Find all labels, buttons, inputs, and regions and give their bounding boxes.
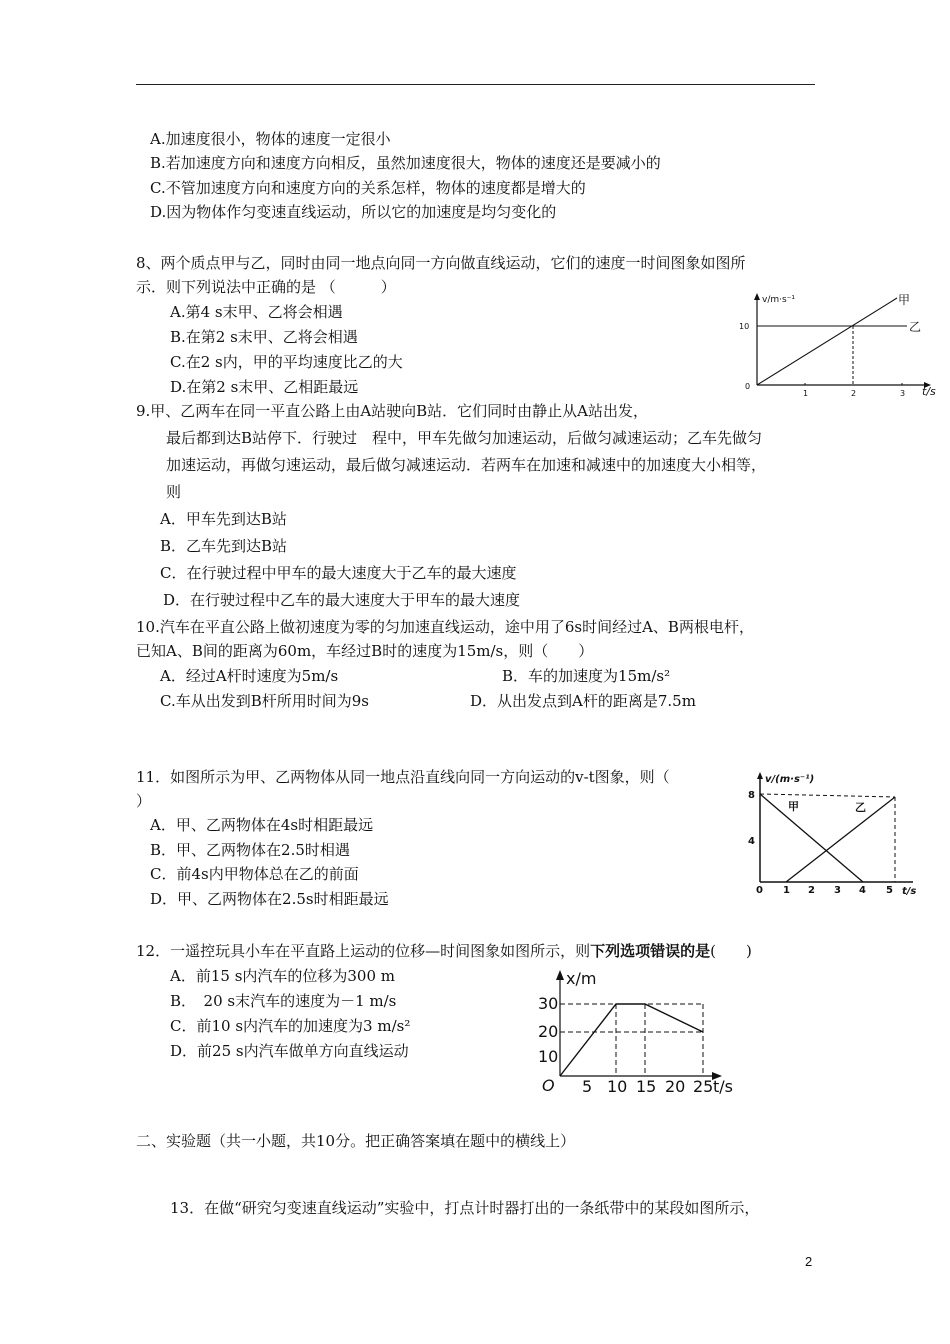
q9-option-b: B．乙车先到达B站 [160,537,288,555]
q12-xt-line [560,1004,703,1076]
q8-x-tick-2: 2 [851,389,857,398]
q8-stem-line2: 示．则下列说法中正确的是 （ ） [136,278,396,296]
q8-label-yi: 乙 [909,320,922,334]
q11-dashed-top [760,794,895,797]
header-rule [136,84,815,85]
q11-option-c: C．前4s内甲物体总在乙的前面 [150,865,359,883]
q9-option-d: D．在行驶过程中乙车的最大速度大于甲车的最大速度 [163,591,521,609]
q7-option-c: C.不管加速度方向和速度方向的关系怎样，物体的速度都是增大的 [150,179,586,197]
q8-x-label: t/s [922,385,936,398]
q8-y-label: v/m·s⁻¹ [762,295,796,305]
q8-y-arrow [754,293,760,300]
q11-label-yi: 乙 [855,801,866,814]
q9-option-a: A．甲车先到达B站 [160,510,287,528]
q9-line3: 加速运动，再做匀速运动，最后做匀减速运动．若两车在加速和减速中的加速度大小相等， [166,456,767,474]
q8-origin: 0 [745,382,751,391]
q12-y-tick-10: 10 [538,1047,559,1066]
q12-option-c: C．前10 s内汽车的加速度为3 m/s² [170,1017,411,1035]
q10-option-d: D．从出发点到A杆的距离是7.5m [470,692,696,710]
q10-stem-line2: 已知A、B间的距离为60m，车经过B时的速度为15m/s，则（ ） [136,642,594,660]
q12-option-b: B． 20 s末汽车的速度为－1 m/s [170,992,397,1010]
q12-x-tick-20: 20 [665,1077,686,1096]
q9-line4: 则 [166,483,182,501]
q7-option-b: B.若加速度方向和速度方向相反，虽然加速度很大，物体的速度还是要减小的 [150,154,661,172]
q12-y-tick-30: 30 [538,994,559,1013]
q9-line2: 最后都到达B站停下．行驶过 程中，甲车先做匀加速运动，后做匀减速运动；乙车先做匀 [166,429,763,447]
q11-line-yi [786,797,895,882]
q11-label-jia: 甲 [788,800,799,813]
q12-stem [136,941,752,961]
q8-x-tick-1: 1 [803,389,809,398]
q8-y-tick-10: 10 [739,322,750,331]
q8-option-b: B.在第2 s末甲、乙将会相遇 [170,328,358,346]
q11-line-jia [760,794,863,882]
q12-y-tick-20: 20 [538,1022,559,1041]
q12-x-tick-5: 5 [582,1077,593,1096]
q12-stem-text: 12．一遥控玩具小车在平直路上运动的位移—时间图象如图所示，则 [136,942,591,960]
q11-x-tick-2: 2 [808,885,815,896]
q11-y-arrow [757,772,763,779]
section2-title: 二、实验题（共一小题，共10分。把正确答案填在题中的横线上） [136,1132,576,1150]
q11-y-tick-4: 4 [748,836,755,847]
q8-option-a: A.第4 s末甲、乙将会相遇 [170,303,343,321]
q12-stem-emphasis: 下列选项错误的是 [590,942,711,960]
q10-option-c: C.车从出发到B杆所用时间为9s [160,692,369,710]
q12-x-tick-15: 15 [636,1077,657,1096]
q11-x-tick-0: 0 [756,885,763,896]
q12-x-tick-10: 10 [607,1077,628,1096]
q11-x-tick-1: 1 [783,885,790,896]
q11-option-b: B．甲、乙两物体在2.5时相遇 [150,841,350,859]
q11-x-tick-5: 5 [886,885,893,896]
q7-option-d: D.因为物体作匀变速直线运动，所以它的加速度是均匀变化的 [150,203,557,221]
q11-option-a: A．甲、乙两物体在4s时相距最远 [150,816,374,834]
q13-stem: 13．在做“研究匀变速直线运动”实验中，打点计时器打出的一条纸带中的某段如图所示， [170,1199,760,1217]
q10-option-a: A．经过A杆时速度为5m/s [160,667,339,685]
q11-stem-line2: ） [136,792,152,810]
q8-option-c: C.在2 s内，甲的平均速度比乙的大 [170,353,403,371]
q8-stem-line1: 8、两个质点甲与乙，同时由同一地点向同一方向做直线运动，它们的速度一时间图象如图所 [136,254,746,272]
q11-x-tick-3: 3 [834,885,841,896]
q8-option-d: D.在第2 s末甲、乙相距最远 [170,378,359,396]
q12-y-arrow [556,970,564,980]
q12-x-label: t/s [713,1077,733,1096]
q12-origin: O [542,1076,555,1095]
q9-stem: 9.甲、乙两车在同一平直公路上由A站驶向B站．它们同时由静止从A站出发， [136,402,649,420]
q12-xt-graph [530,962,745,1097]
q12-option-a: A．前15 s内汽车的位移为300 m [170,967,396,985]
q9-option-c: C．在行驶过程中甲车的最大速度大于乙车的最大速度 [160,564,517,582]
q7-option-a: A.加速度很小，物体的速度一定很小 [150,130,391,148]
page-number: 2 [805,1254,813,1269]
q11-stem-line1: 11．如图所示为甲、乙两物体从同一地点沿直线向同一方向运动的v-t图象，则（ [136,768,670,786]
q12-stem-end: ( ) [710,942,752,960]
q11-y-tick-8: 8 [748,790,755,801]
q11-x-tick-4: 4 [859,885,866,896]
q10-stem-line1: 10.汽车在平直公路上做初速度为零的匀加速直线运动，途中用了6s时间经过A、B两根电杆， [136,618,754,636]
q11-x-label: t/s [902,886,917,897]
q8-x-tick-3: 3 [900,389,906,398]
q10-option-b: B．车的加速度为15m/s² [502,667,671,685]
q8-label-jia: 甲 [898,293,911,307]
q12-x-tick-25: 25 [693,1077,714,1096]
q12-option-d: D．前25 s内汽车做单方向直线运动 [170,1042,409,1060]
q11-y-label: v/(m·s⁻¹) [765,774,815,785]
q8-vt-graph [735,285,940,400]
q12-y-label: x/m [566,969,597,988]
q8-line-jia [757,298,897,385]
q11-vt-graph [745,770,925,898]
q11-option-d: D．甲、乙两物体在2.5s时相距最远 [150,890,389,908]
